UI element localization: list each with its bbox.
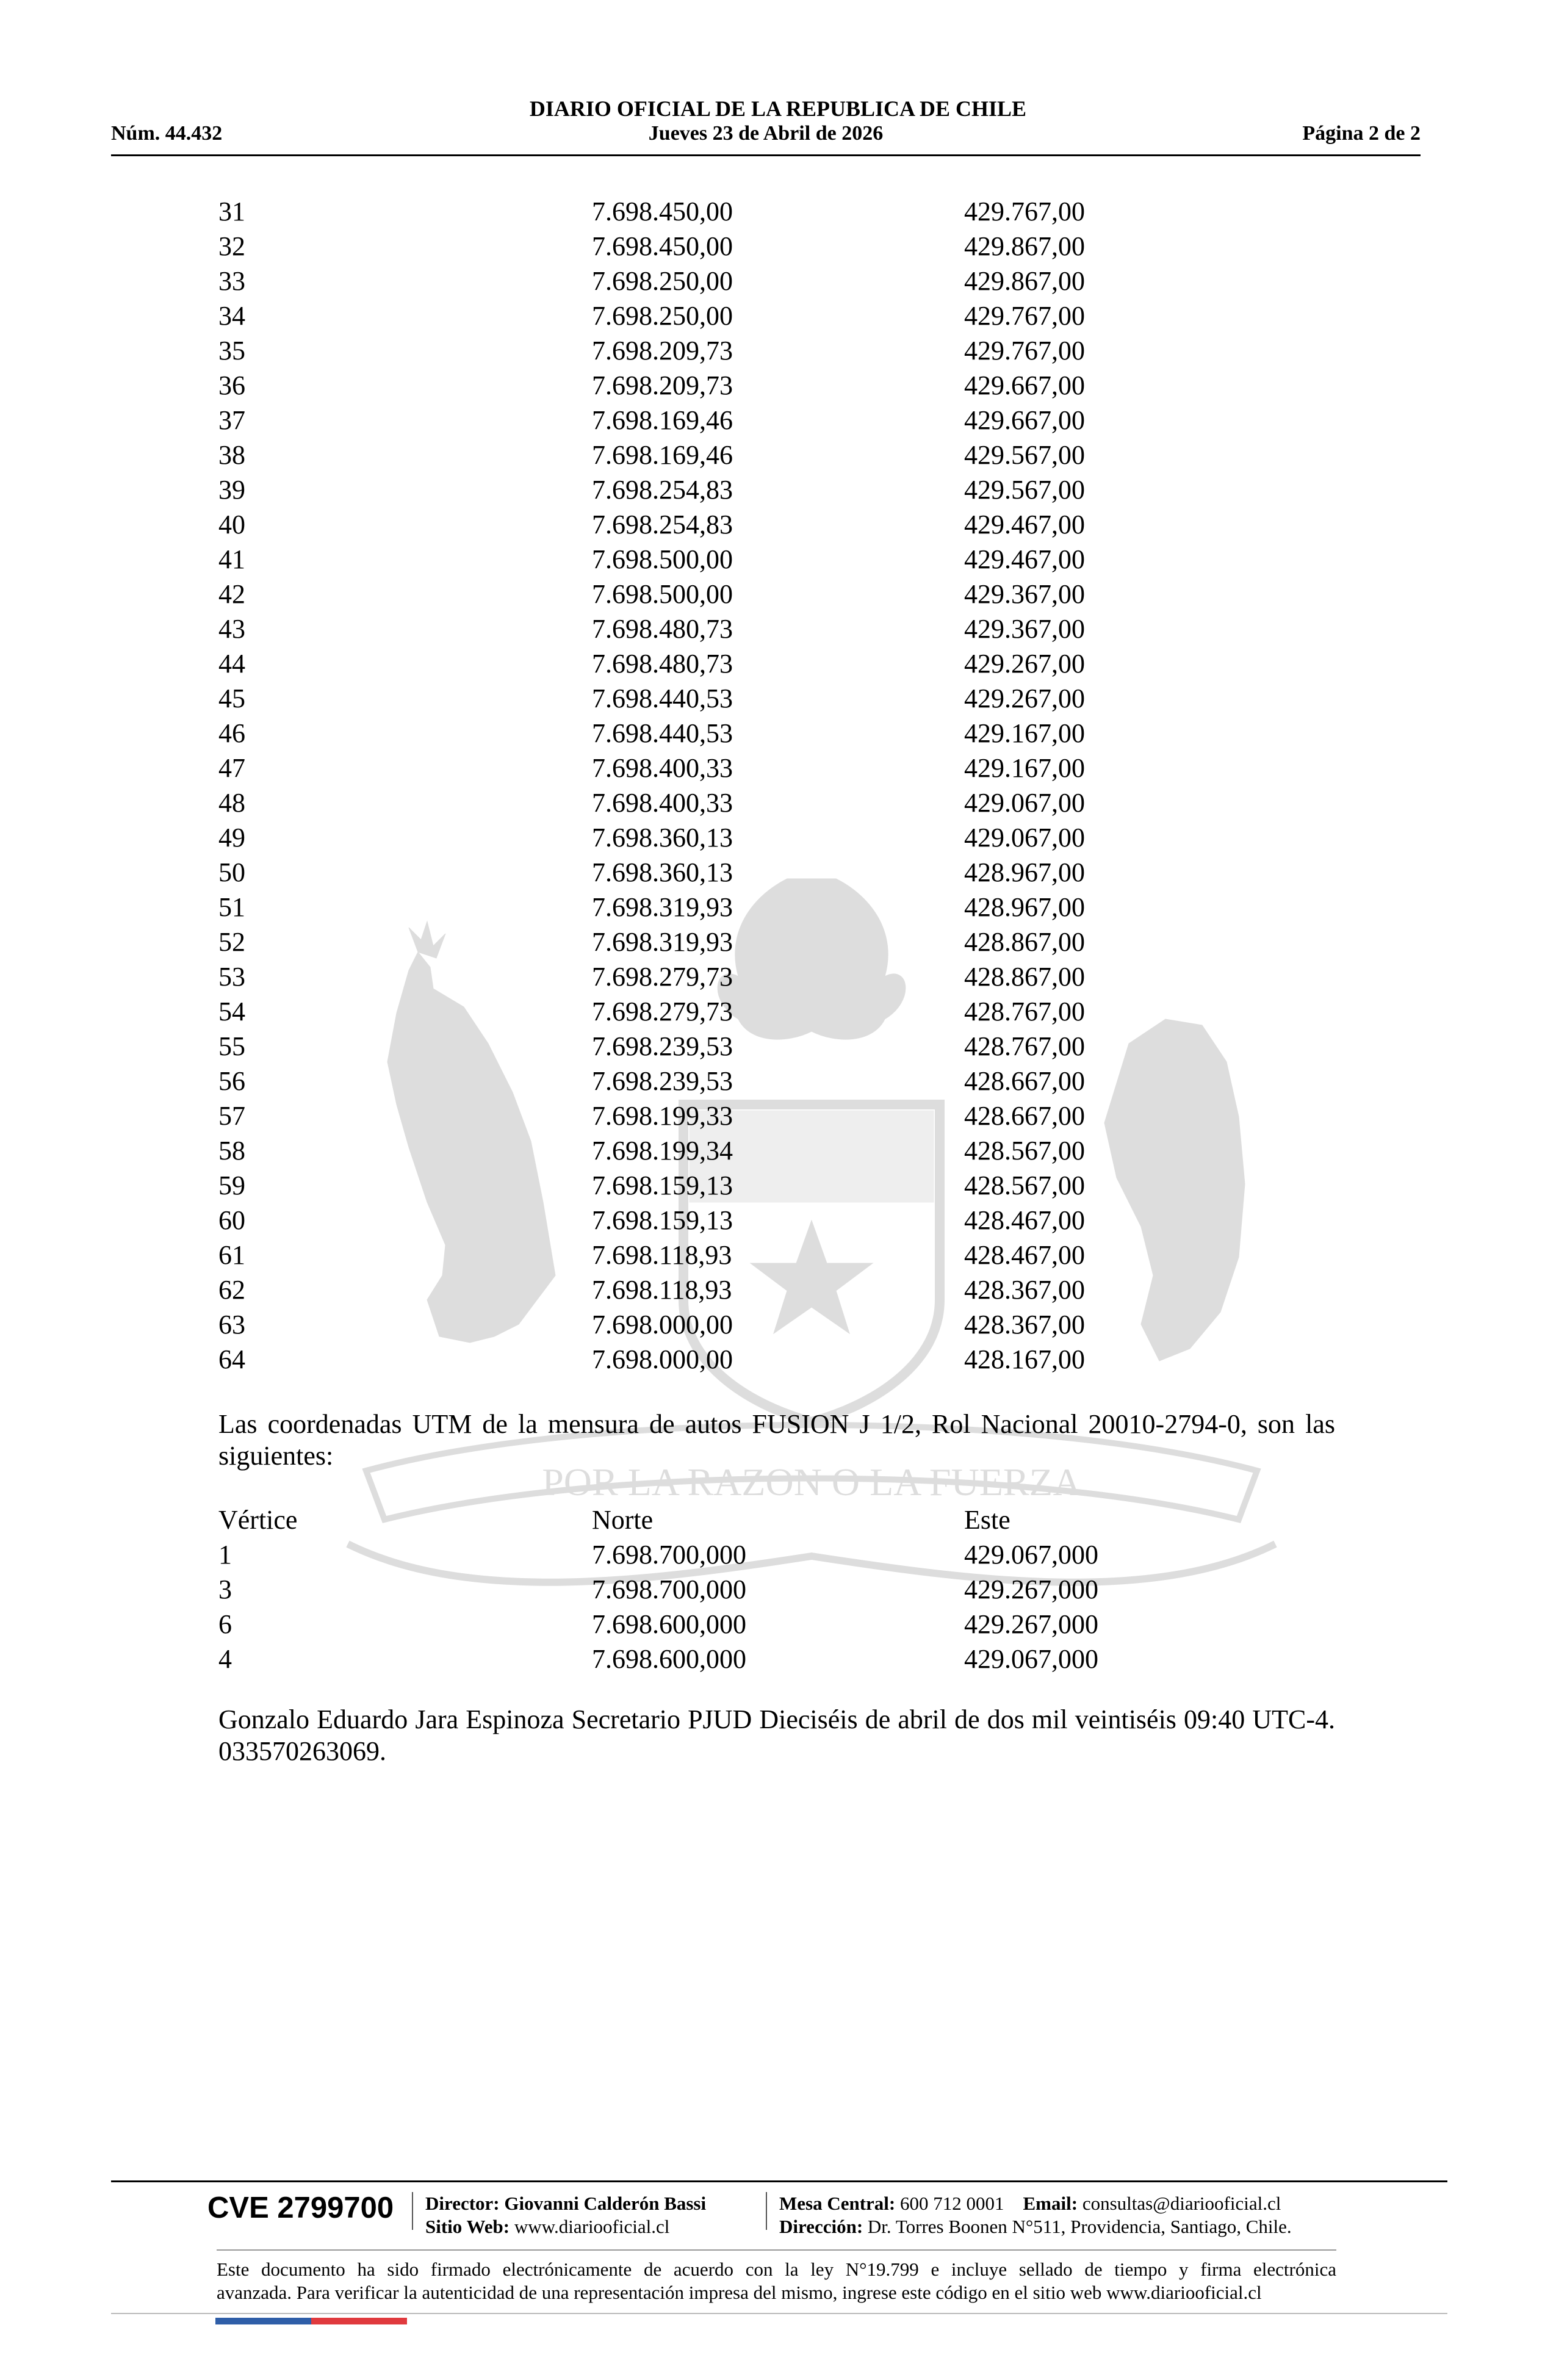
vertex-number: 61 <box>218 1240 245 1270</box>
newspaper-title: DIARIO OFICIAL DE LA REPUBLICA DE CHILE <box>529 96 1027 121</box>
verification-note-line2: avanzada. Para verificar la autenticidad de una representación impresa del mismo, ingrese este código en el sitio web www.diariooficial.cl <box>217 2282 1262 2303</box>
vertex-number: 50 <box>218 857 245 887</box>
east-coordinate: 428.767,00 <box>964 997 1085 1026</box>
north-coordinate: 7.698.118,93 <box>592 1240 732 1270</box>
issue-date: Jueves 23 de Abril de 2026 <box>648 122 884 145</box>
east-coordinate: 429.267,00 <box>964 649 1085 679</box>
vertex-east: 429.067,000 <box>964 1540 1098 1570</box>
vertex-number: 34 <box>218 301 245 331</box>
vertex-number: 43 <box>218 614 245 644</box>
east-coordinate: 428.367,00 <box>964 1275 1085 1305</box>
phone-number: 600 712 0001 <box>900 2193 1004 2214</box>
vertex-number: 55 <box>218 1031 245 1061</box>
east-coordinate: 428.167,00 <box>964 1344 1085 1374</box>
vertex-number: 48 <box>218 788 245 818</box>
vertex-id: 6 <box>218 1609 232 1639</box>
north-coordinate: 7.698.169,46 <box>592 405 733 435</box>
issue-number: Núm. 44.432 <box>111 122 223 145</box>
chilean-coat-of-arms-icon <box>287 860 1336 1623</box>
north-coordinate: 7.698.480,73 <box>592 649 733 679</box>
vertex-id: 3 <box>218 1574 232 1604</box>
vertex-number: 46 <box>218 718 245 748</box>
north-coordinate: 7.698.118,93 <box>592 1275 732 1305</box>
director-label: Director: <box>425 2193 500 2214</box>
header-row <box>111 122 1421 149</box>
east-coordinate: 429.067,00 <box>964 788 1085 818</box>
north-coordinate: 7.698.000,00 <box>592 1344 733 1374</box>
vertex-number: 38 <box>218 440 245 470</box>
north-coordinate: 7.698.169,46 <box>592 440 733 470</box>
vertex-east: 429.067,000 <box>964 1644 1098 1674</box>
east-coordinate: 429.267,00 <box>964 683 1085 713</box>
north-coordinate: 7.698.360,13 <box>592 823 733 853</box>
east-coordinate: 428.667,00 <box>964 1066 1085 1096</box>
north-coordinate: 7.698.480,73 <box>592 614 733 644</box>
footer-bottom-divider <box>111 2313 1447 2314</box>
north-coordinate: 7.698.250,00 <box>592 266 733 296</box>
website-link[interactable]: www.diariooficial.cl <box>514 2216 670 2237</box>
signature-paragraph: Gonzalo Eduardo Jara Espinoza Secretario PJUD Dieciséis de abril de dos mil veintiséis 09:40 UTC-4. 033570263069. <box>218 1704 1335 1766</box>
north-coordinate: 7.698.279,73 <box>592 962 733 992</box>
east-coordinate: 429.867,00 <box>964 266 1085 296</box>
east-coordinate: 429.167,00 <box>964 753 1085 783</box>
address-text: Dr. Torres Boonen N°511, Providencia, Santiago, Chile. <box>867 2216 1292 2237</box>
vertex-id: 4 <box>218 1644 232 1674</box>
vertex-number: 31 <box>218 197 245 226</box>
vertex-number: 44 <box>218 649 245 679</box>
east-coordinate: 428.667,00 <box>964 1101 1085 1131</box>
vertex-east: 429.267,000 <box>964 1574 1098 1604</box>
north-coordinate: 7.698.199,33 <box>592 1101 733 1131</box>
north-coordinate: 7.698.360,13 <box>592 857 733 887</box>
east-coordinate: 428.467,00 <box>964 1240 1085 1270</box>
vertex-number: 52 <box>218 927 245 957</box>
east-coordinate: 428.567,00 <box>964 1136 1085 1166</box>
vertex-number: 62 <box>218 1275 245 1305</box>
east-coordinate: 428.967,00 <box>964 892 1085 922</box>
north-coordinate: 7.698.000,00 <box>592 1310 733 1340</box>
north-coordinate: 7.698.254,83 <box>592 475 733 505</box>
vertex-number: 33 <box>218 266 245 296</box>
north-coordinate: 7.698.400,33 <box>592 753 733 783</box>
east-coordinate: 428.567,00 <box>964 1170 1085 1200</box>
verification-note-line1: Este documento ha sido firmado electrónicamente de acuerdo con la ley N°19.799 e incluye sellado de tiempo y firma electrónica <box>217 2259 1336 2280</box>
east-coordinate: 428.467,00 <box>964 1205 1085 1235</box>
north-coordinate: 7.698.209,73 <box>592 336 733 366</box>
north-coordinate: 7.698.199,34 <box>592 1136 733 1166</box>
east-coordinate: 429.367,00 <box>964 579 1085 609</box>
vertex-number: 49 <box>218 823 245 853</box>
footer-director-block <box>425 2192 706 2238</box>
north-coordinate: 7.698.250,00 <box>592 301 733 331</box>
east-coordinate: 429.667,00 <box>964 370 1085 400</box>
vertex-number: 40 <box>218 510 245 539</box>
vertex-number: 42 <box>218 579 245 609</box>
east-coordinate: 428.367,00 <box>964 1310 1085 1340</box>
vertex-number: 45 <box>218 683 245 713</box>
north-coordinate: 7.698.450,00 <box>592 231 733 261</box>
north-coordinate: 7.698.239,53 <box>592 1031 733 1061</box>
header-este: Este <box>964 1505 1010 1535</box>
footer-separator <box>412 2192 413 2230</box>
verification-note <box>217 2258 1336 2304</box>
vertex-id: 1 <box>218 1540 232 1570</box>
east-coordinate: 429.767,00 <box>964 197 1085 226</box>
east-coordinate: 429.767,00 <box>964 336 1085 366</box>
flag-stripe-red <box>311 2318 407 2324</box>
east-coordinate: 428.867,00 <box>964 962 1085 992</box>
header-vertice: Vértice <box>218 1505 298 1535</box>
east-coordinate: 429.467,00 <box>964 510 1085 539</box>
condor-icon <box>1104 1019 1245 1361</box>
north-coordinate: 7.698.440,53 <box>592 683 733 713</box>
east-coordinate: 429.467,00 <box>964 544 1085 574</box>
vertex-number: 56 <box>218 1066 245 1096</box>
north-coordinate: 7.698.254,83 <box>592 510 733 539</box>
vertex-number: 58 <box>218 1136 245 1166</box>
east-coordinate: 428.767,00 <box>964 1031 1085 1061</box>
flag-stripe-blue <box>215 2318 311 2324</box>
north-coordinate: 7.698.500,00 <box>592 544 733 574</box>
footer-inner-divider <box>217 2249 1336 2251</box>
vertex-number: 41 <box>218 544 245 574</box>
vertex-number: 63 <box>218 1310 245 1340</box>
header-divider <box>111 154 1421 156</box>
east-coordinate: 429.167,00 <box>964 718 1085 748</box>
email-link[interactable]: consultas@diariooficial.cl <box>1082 2193 1281 2214</box>
vertex-north: 7.698.700,000 <box>592 1540 746 1570</box>
east-coordinate: 428.967,00 <box>964 857 1085 887</box>
north-coordinate: 7.698.159,13 <box>592 1205 733 1235</box>
north-coordinate: 7.698.500,00 <box>592 579 733 609</box>
vertex-north: 7.698.600,000 <box>592 1644 746 1674</box>
coat-of-arms-motto: POR LA RAZON O LA FUERZA <box>542 1460 1081 1504</box>
east-coordinate: 429.667,00 <box>964 405 1085 435</box>
north-coordinate: 7.698.159,13 <box>592 1170 733 1200</box>
north-coordinate: 7.698.400,33 <box>592 788 733 818</box>
address-label: Dirección: <box>779 2216 863 2237</box>
vertex-number: 32 <box>218 231 245 261</box>
east-coordinate: 429.067,00 <box>964 823 1085 853</box>
vertex-number: 60 <box>218 1205 245 1235</box>
footer-contact-block <box>779 2192 1292 2238</box>
vertex-number: 36 <box>218 370 245 400</box>
vertex-north: 7.698.600,000 <box>592 1609 746 1639</box>
east-coordinate: 429.367,00 <box>964 614 1085 644</box>
north-coordinate: 7.698.319,93 <box>592 892 733 922</box>
email-label: Email: <box>1023 2193 1078 2214</box>
north-coordinate: 7.698.279,73 <box>592 997 733 1026</box>
vertex-number: 37 <box>218 405 245 435</box>
vertex-number: 57 <box>218 1101 245 1131</box>
north-coordinate: 7.698.209,73 <box>592 370 733 400</box>
footer-separator <box>766 2192 767 2230</box>
footer-divider <box>111 2180 1447 2182</box>
north-coordinate: 7.698.239,53 <box>592 1066 733 1096</box>
north-coordinate: 7.698.319,93 <box>592 927 733 957</box>
east-coordinate: 429.767,00 <box>964 301 1085 331</box>
vertex-east: 429.267,000 <box>964 1609 1098 1639</box>
east-coordinate: 429.867,00 <box>964 231 1085 261</box>
vertex-number: 54 <box>218 997 245 1026</box>
vertex-number: 59 <box>218 1170 245 1200</box>
vertex-number: 47 <box>218 753 245 783</box>
east-coordinate: 429.567,00 <box>964 475 1085 505</box>
page-indicator: Página 2 de 2 <box>1302 122 1421 145</box>
vertex-number: 64 <box>218 1344 245 1374</box>
website-label: Sitio Web: <box>425 2216 510 2237</box>
vertex-number: 51 <box>218 892 245 922</box>
cve-code: CVE 2799700 <box>207 2191 394 2224</box>
north-coordinate: 7.698.440,53 <box>592 718 733 748</box>
vertex-north: 7.698.700,000 <box>592 1574 746 1604</box>
vertex-number: 53 <box>218 962 245 992</box>
east-coordinate: 429.567,00 <box>964 440 1085 470</box>
vertex-number: 35 <box>218 336 245 366</box>
header-norte: Norte <box>592 1505 654 1535</box>
north-coordinate: 7.698.450,00 <box>592 197 733 226</box>
east-coordinate: 428.867,00 <box>964 927 1085 957</box>
director-name: Giovanni Calderón Bassi <box>504 2193 707 2214</box>
utm-intro-paragraph: Las coordenadas UTM de la mensura de autos FUSION J 1/2, Rol Nacional 20010-2794-0, son las siguientes: <box>218 1409 1335 1471</box>
vertex-number: 39 <box>218 475 245 505</box>
phone-label: Mesa Central: <box>779 2193 896 2214</box>
huemul-icon <box>387 952 555 1343</box>
